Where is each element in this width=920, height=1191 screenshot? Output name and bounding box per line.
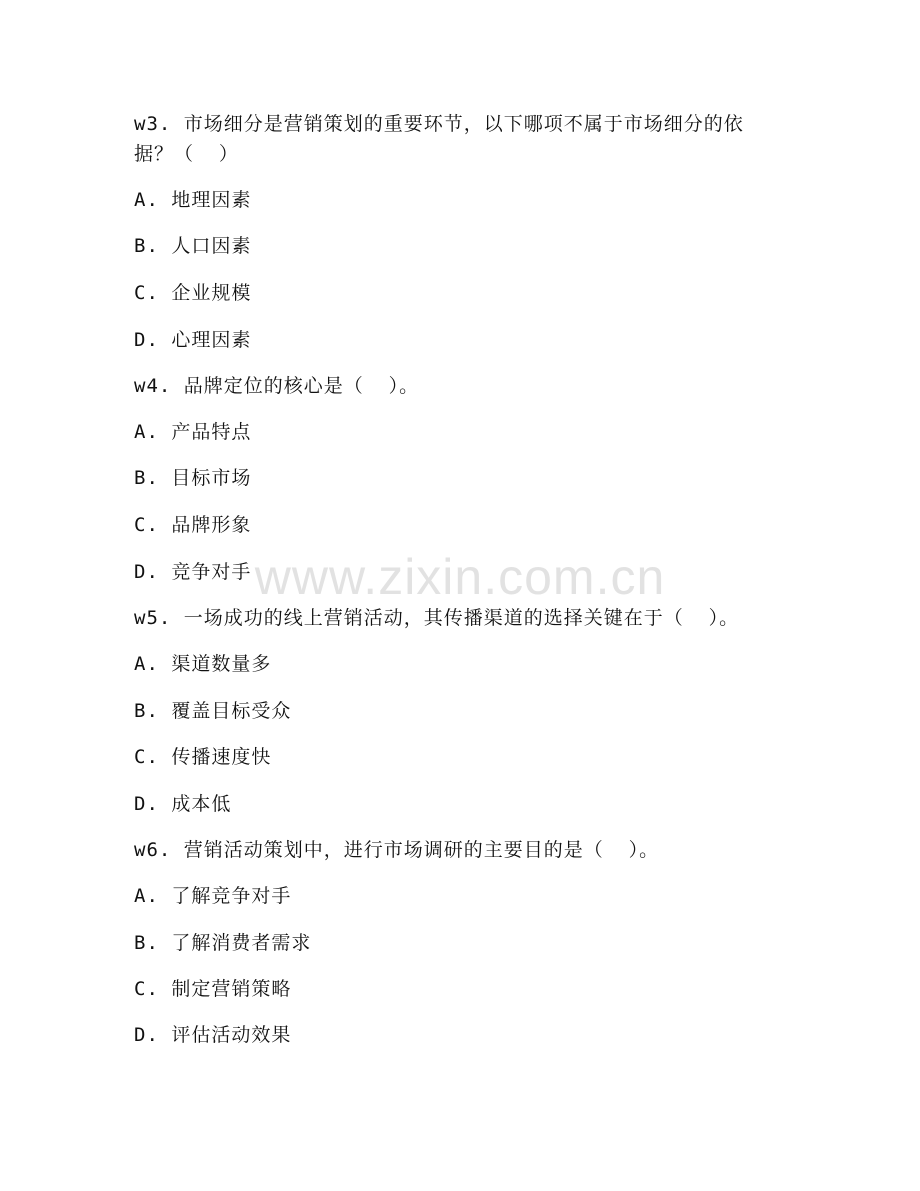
question-w5-option-b: B. 覆盖目标受众	[134, 700, 292, 722]
question-w3-stem-line2: 据？（ ）	[134, 143, 239, 165]
question-w3-stem-line1: w3. 市场细分是营销策划的重要环节，以下哪项不属于市场细分的依	[134, 113, 744, 135]
question-w5-option-c: C. 传播速度快	[134, 746, 272, 768]
question-w3-option-b: B. 人口因素	[134, 235, 252, 257]
question-w4-option-a: A. 产品特点	[134, 421, 252, 443]
question-w3-option-d: D. 心理因素	[134, 329, 252, 351]
question-w3-option-a: A. 地理因素	[134, 189, 252, 211]
question-w6-stem: w6. 营销活动策划中，进行市场调研的主要目的是（ ）。	[134, 839, 660, 861]
question-w5-stem: w5. 一场成功的线上营销活动，其传播渠道的选择关键在于（ ）。	[134, 607, 740, 629]
question-w3-option-c: C. 企业规模	[134, 282, 252, 304]
question-w6-option-b: B. 了解消费者需求	[134, 932, 312, 954]
question-w4-option-c: C. 品牌形象	[134, 514, 252, 536]
question-w5-option-d: D. 成本低	[134, 793, 232, 815]
watermark: www.zixin.com.cn	[254, 549, 666, 605]
question-w4-stem: w4. 品牌定位的核心是（ ）。	[134, 375, 420, 397]
question-w6-option-a: A. 了解竞争对手	[134, 885, 292, 907]
question-w5-option-a: A. 渠道数量多	[134, 653, 272, 675]
question-w4-option-d: D. 竞争对手	[134, 561, 252, 583]
question-w4-option-b: B. 目标市场	[134, 467, 252, 489]
question-w6-option-d: D. 评估活动效果	[134, 1024, 292, 1046]
question-w6-option-c: C. 制定营销策略	[134, 978, 292, 1000]
